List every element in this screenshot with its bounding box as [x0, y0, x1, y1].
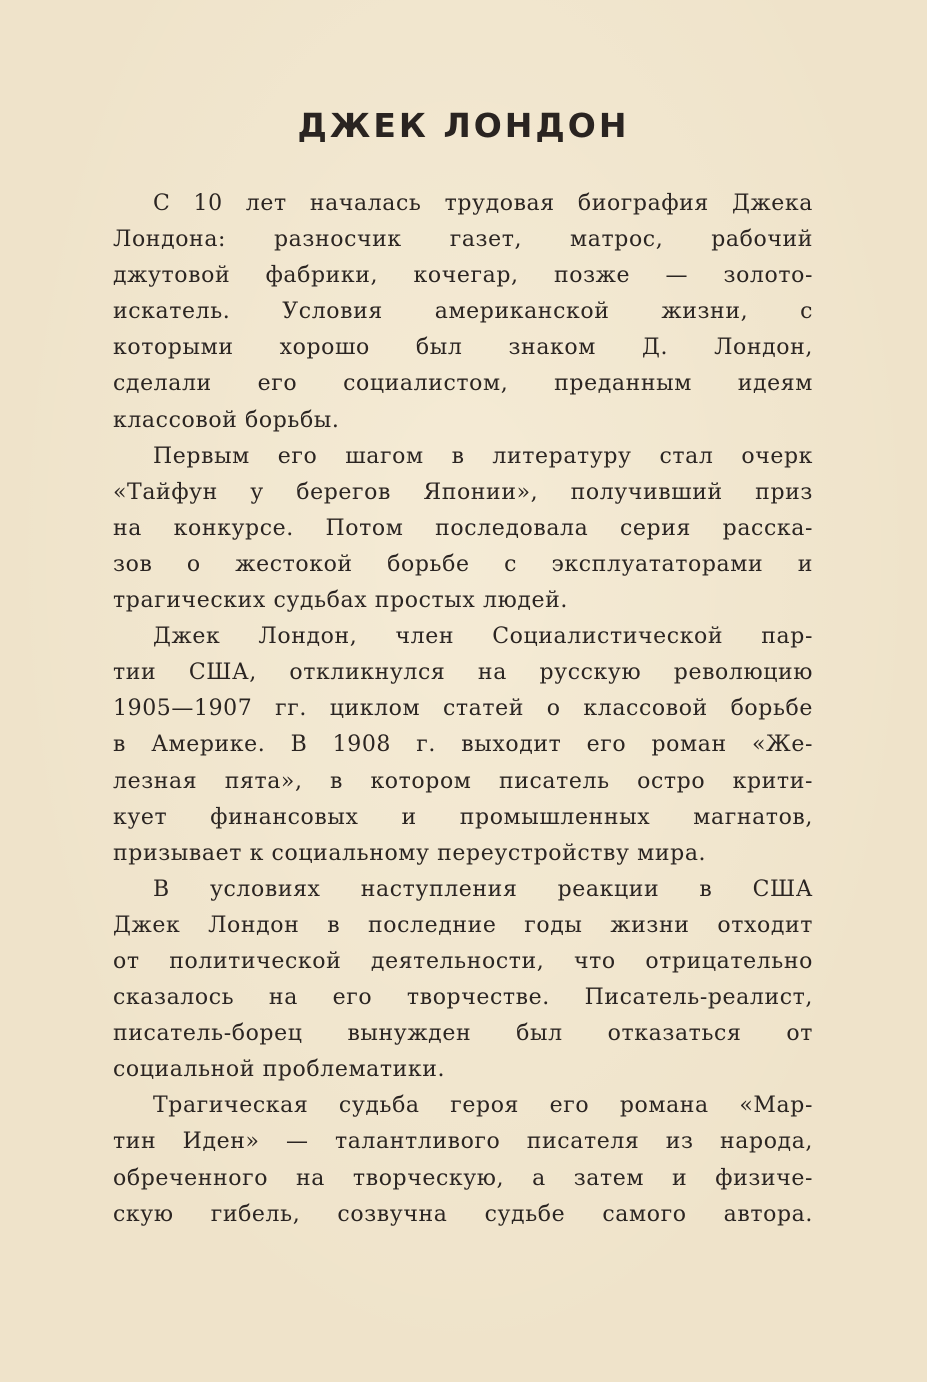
text-line: тин Иден» — талантливого писателя из народа, — [113, 1129, 813, 1155]
text-line: искатель. Условия американской жизни, с — [113, 299, 813, 325]
text-line: в Америке. В 1908 г. выходит его роман «Же- — [113, 732, 813, 758]
text-line: трагических судьбах простых людей. — [113, 588, 568, 614]
text-line: 1905—1907 гг. циклом статей о классовой борьбе — [113, 696, 813, 722]
text-line: скую гибель, созвучна судьбе самого автора. — [113, 1201, 813, 1227]
text-line: на конкурсе. Потом последовала серия расска- — [113, 515, 813, 541]
text-line: призывает к социальному переустройству мира. — [113, 840, 707, 866]
text-line: тии США, откликнулся на русскую революцию — [113, 660, 813, 686]
text-line: Джек Лондон в последние годы жизни отходит — [113, 912, 813, 938]
text-line: обреченного на творческую, а затем и физиче- — [113, 1165, 813, 1191]
text-line: сделали его социалистом, преданным идеям — [113, 371, 813, 397]
article-body — [113, 186, 813, 1233]
text-line: писатель-борец вынужден был отказаться от — [113, 1021, 813, 1047]
paragraph-2 — [113, 439, 813, 619]
text-line: социальной проблематики. — [113, 1057, 446, 1083]
text-line: джутовой фабрики, кочегар, позже — золото- — [113, 263, 813, 289]
paragraph-4 — [113, 872, 813, 1089]
text-line: Первым его шагом в литературу стал очерк — [153, 443, 813, 469]
text-line: сказалось на его творчестве. Писатель-реалист, — [113, 985, 813, 1011]
text-line: В условиях наступления реакции в США — [153, 876, 813, 902]
paragraph-1 — [113, 186, 813, 439]
text-line: Лондона: разносчик газет, матрос, рабочий — [113, 227, 813, 253]
text-line: зов о жестокой борьбе с эксплуататорами и — [113, 551, 813, 577]
text-line: «Тайфун у берегов Японии», получивший приз — [113, 479, 813, 505]
text-line: кует финансовых и промышленных магнатов, — [113, 804, 813, 830]
text-line: которыми хорошо был знаком Д. Лондон, — [113, 335, 813, 361]
text-line: лезная пята», в котором писатель остро крити- — [113, 768, 813, 794]
text-line: С 10 лет началась трудовая биография Джека — [153, 191, 813, 216]
paragraph-3 — [113, 619, 813, 872]
text-line: Джек Лондон, член Социалистической пар- — [153, 624, 813, 650]
text-line: от политической деятельности, что отрицательно — [113, 948, 813, 974]
text-line: классовой борьбы. — [113, 407, 340, 433]
paragraph-5 — [113, 1088, 813, 1232]
page-title: ДЖЕК ЛОНДОН — [297, 106, 630, 145]
text-line: Трагическая судьба героя его романа «Мар- — [153, 1093, 813, 1119]
